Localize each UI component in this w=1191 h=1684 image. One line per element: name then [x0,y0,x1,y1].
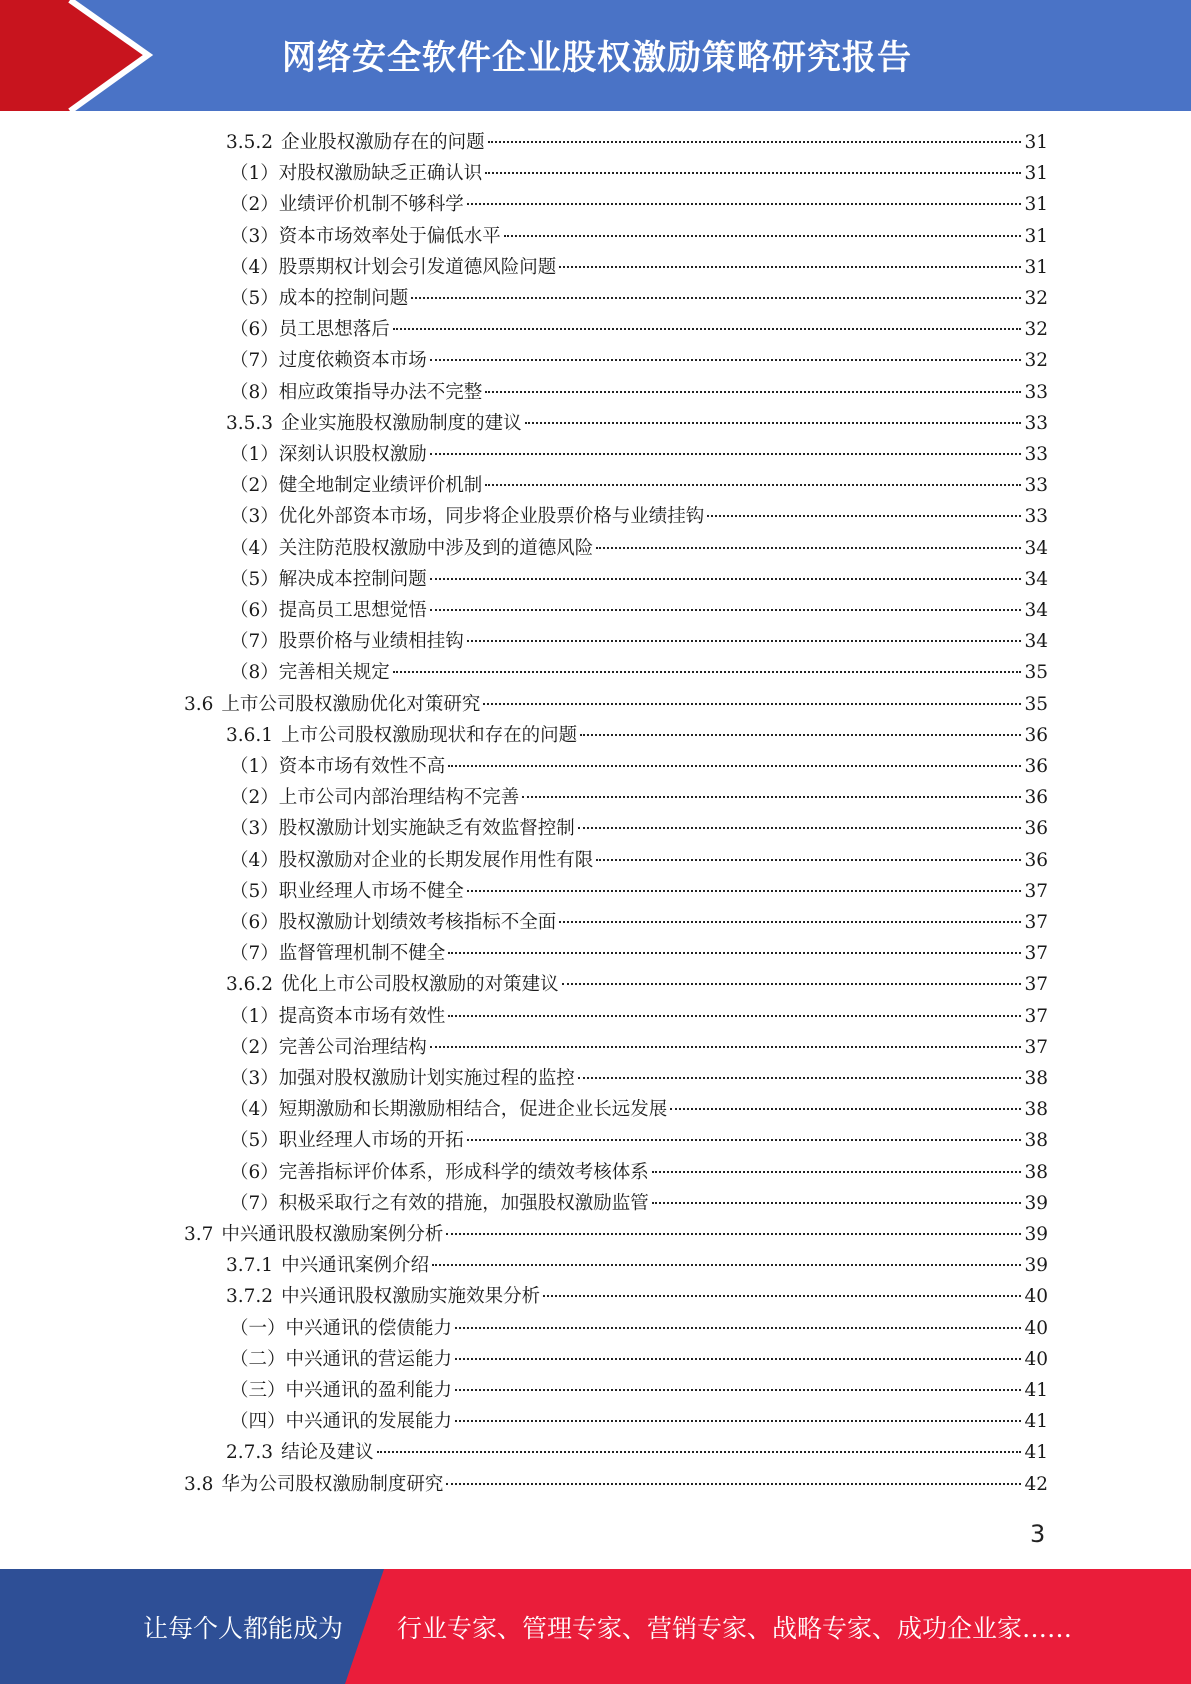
toc-entry-page: 33 [1024,475,1048,497]
toc-entry[interactable] [230,751,1048,782]
toc-entry-number: 3.6.2 [226,974,274,996]
toc-entry-number: （2） [230,475,279,497]
toc-entry[interactable] [230,626,1048,657]
toc-entry[interactable] [230,252,1048,283]
toc-entry-title: 中兴通讯案例介绍 [281,1255,430,1277]
toc-leader-dots [543,1295,1021,1297]
toc-entry[interactable] [230,845,1048,876]
toc-entry-number: （8） [230,381,279,403]
toc-leader-dots [430,578,1022,580]
toc-entry-page: 36 [1024,818,1048,840]
toc-entry-number: （8） [230,662,279,684]
toc-entry-number: （3） [230,1068,279,1089]
toc-entry[interactable] [226,969,1048,1000]
toc-entry[interactable] [230,813,1048,844]
toc-entry-number: （四） [230,1411,286,1433]
toc-entry-page: 37 [1024,943,1048,965]
toc-entry[interactable] [230,1188,1048,1219]
toc-entry-number: （4） [230,1099,279,1121]
toc-entry[interactable] [230,533,1048,564]
toc-entry[interactable] [226,1281,1048,1312]
toc-leader-dots [578,827,1022,829]
toc-leader-dots [504,235,1022,237]
toc-leader-dots [559,266,1021,268]
toc-entry-title: 优化上市公司股权激励的对策建议 [281,974,559,996]
toc-entry-page: 38 [1024,1099,1048,1121]
toc-entry-page: 34 [1024,537,1048,559]
toc-entry[interactable] [184,689,1048,720]
toc-entry-title: 股票价格与业绩相挂钩 [278,631,464,653]
toc-entry-page: 38 [1024,1130,1048,1152]
toc-entry[interactable] [230,314,1048,345]
toc-entry-number: （4） [230,256,279,278]
toc-entry-number: （2） [230,1036,279,1058]
toc-entry-number: 3.8 [184,1473,214,1495]
toc-entry[interactable] [230,1375,1048,1406]
toc-entry[interactable] [230,158,1048,189]
toc-leader-dots [446,1483,1021,1485]
toc-entry-page: 31 [1024,132,1048,153]
toc-entry-title: 中兴通讯股权激励实施效果分析 [281,1286,541,1308]
toc-entry-title: 中兴通讯的发展能力 [285,1411,453,1433]
toc-entry-page: 32 [1024,319,1048,341]
toc-entry-title: 深刻认识股权激励 [278,444,427,465]
toc-entry-title: 企业实施股权激励制度的建议 [281,412,522,434]
toc-entry[interactable] [230,1157,1048,1188]
toc-entry-page: 31 [1024,194,1048,216]
toc-leader-dots [559,921,1021,923]
toc-entry-title: 中兴通讯的盈利能力 [285,1380,453,1401]
toc-entry-page: 37 [1024,880,1048,902]
toc-leader-dots [393,328,1022,330]
toc-entry-number: （5） [230,880,279,902]
toc-entry-title: 完善公司治理结构 [278,1036,427,1058]
toc-entry-page: 41 [1024,1411,1048,1433]
toc-entry-page: 39 [1024,1224,1048,1245]
toc-entry[interactable] [230,1094,1048,1125]
toc-leader-dots [393,671,1022,673]
toc-entry-number: （3） [230,818,279,840]
toc-entry-page: 37 [1024,1036,1048,1058]
toc-entry[interactable] [230,189,1048,220]
toc-entry-title: 员工思想落后 [278,319,390,341]
toc-entry-page: 31 [1024,256,1048,278]
toc-entry[interactable] [230,1063,1048,1094]
toc-entry-number: （7） [230,1192,279,1214]
toc-entry-number: 3.7.1 [226,1255,274,1277]
toc-leader-dots [430,1046,1022,1048]
toc-entry-page: 33 [1024,412,1048,434]
toc-entry[interactable] [230,907,1048,938]
toc-entry-title: 资本市场效率处于偏低水平 [278,225,501,247]
footer-slogan-right: 行业专家、管理专家、营销专家、战略专家、成功企业家…… [397,1614,1073,1643]
toc-entry-page: 34 [1024,631,1048,653]
toc-entry[interactable] [230,439,1048,470]
toc-entry-title: 职业经理人市场的开拓 [278,1130,464,1152]
toc-entry[interactable] [230,501,1048,532]
toc-leader-dots [455,1420,1021,1422]
toc-leader-dots [446,1233,1021,1235]
toc-entry-page: 41 [1024,1380,1048,1401]
toc-entry[interactable] [230,470,1048,501]
toc-entry-number: （1） [230,756,279,777]
toc-entry[interactable] [226,1437,1048,1468]
toc-entry-title: 业绩评价机制不够科学 [278,194,464,216]
toc-entry-page: 36 [1024,787,1048,809]
toc-leader-dots [455,1358,1021,1360]
toc-entry-title: 解决成本控制问题 [278,568,427,590]
toc-leader-dots [483,703,1021,705]
toc-entry-page: 38 [1024,1068,1048,1089]
toc-entry-title: 监督管理机制不健全 [278,943,446,965]
toc-entry[interactable] [230,1032,1048,1063]
toc-leader-dots [448,765,1021,767]
toc-entry[interactable] [230,221,1048,252]
toc-entry-title: 优化外部资本市场，同步将企业股票价格与业绩挂钩 [278,506,705,528]
toc-entry-page: 32 [1024,350,1048,372]
toc-leader-dots [455,1389,1021,1391]
toc-entry[interactable] [226,408,1048,439]
toc-entry-title: 资本市场有效性不高 [278,756,446,777]
toc-entry-title: 完善指标评价体系，形成科学的绩效考核体系 [278,1161,649,1183]
page-header [0,0,1191,111]
toc-entry-title: 股权激励对企业的长期发展作用性有限 [278,849,594,871]
toc-entry-number: 3.7.2 [226,1286,274,1308]
toc-leader-dots [562,983,1022,985]
toc-entry[interactable] [230,283,1048,314]
toc-entry-title: 中兴通讯股权激励案例分析 [221,1224,444,1245]
toc-entry-title: 结论及建议 [281,1442,374,1464]
toc-entry-title: 中兴通讯的偿债能力 [285,1317,453,1339]
toc-leader-dots [652,1171,1022,1173]
toc-leader-dots [430,609,1022,611]
toc-leader-dots [596,859,1021,861]
toc-entry-number: （5） [230,288,279,309]
toc-entry-page: 36 [1024,724,1048,746]
toc-entry[interactable] [230,1313,1048,1344]
toc-entry-number: （4） [230,849,279,871]
toc-entry-page: 31 [1024,225,1048,247]
toc-entry-number: （6） [230,912,279,933]
toc-leader-dots [596,547,1021,549]
toc-leader-dots [580,734,1021,736]
toc-entry-title: 对股权激励缺乏正确认识 [278,163,483,185]
toc-entry-title: 股票期权计划会引发道德风险问题 [278,256,557,278]
toc-entry[interactable] [230,345,1048,376]
toc-entry-page: 35 [1024,662,1048,684]
toc-entry-number: （6） [230,319,279,341]
toc-entry-number: （4） [230,537,279,559]
toc-leader-dots [377,1451,1022,1453]
toc-entry-number: （7） [230,943,279,965]
toc-entry[interactable] [230,938,1048,969]
toc-entry-title: 成本的控制问题 [278,288,409,309]
toc-leader-dots [448,1015,1021,1017]
toc-entry[interactable] [230,377,1048,408]
toc-entry[interactable] [230,876,1048,907]
toc-entry-title: 职业经理人市场不健全 [278,880,464,902]
page-number: 3 [1030,1520,1046,1548]
toc-entry-title: 健全地制定业绩评价机制 [278,475,483,497]
toc-entry[interactable] [230,564,1048,595]
toc-leader-dots [430,453,1022,455]
toc-entry-page: 37 [1024,912,1048,933]
toc-entry-page: 33 [1024,444,1048,465]
toc-entry-page: 34 [1024,568,1048,590]
toc-entry-number: （6） [230,600,279,621]
toc-entry-number: （6） [230,1161,279,1183]
footer-slogan-left: 让每个人都能成为 [143,1614,344,1643]
toc-entry-page: 36 [1024,849,1048,871]
toc-leader-dots [432,1264,1021,1266]
toc-entry-title: 关注防范股权激励中涉及到的道德风险 [278,537,594,559]
toc-entry-number: 2.7.3 [226,1442,274,1464]
toc-entry-page: 40 [1024,1317,1048,1339]
toc-entry-number: 3.6 [184,693,214,715]
toc-leader-dots [430,359,1022,361]
toc-entry[interactable] [230,1125,1048,1156]
toc-leader-dots [448,952,1021,954]
toc-leader-dots [652,1202,1022,1204]
toc-entry-number: （2） [230,787,279,809]
toc-entry-title: 股权激励计划绩效考核指标不全面 [278,912,557,933]
toc-entry-title: 上市公司股权激励优化对策研究 [221,693,481,715]
toc-entry-number: （3） [230,506,279,528]
toc-entry-page: 39 [1024,1255,1048,1277]
toc-entry-number: （三） [230,1380,286,1401]
page-footer [0,1569,1191,1684]
toc-entry-page: 36 [1024,756,1048,777]
toc-entry-title: 上市公司股权激励现状和存在的问题 [281,724,578,746]
toc-leader-dots [411,297,1021,299]
toc-leader-dots [525,422,1022,424]
toc-entry-page: 37 [1024,1005,1048,1027]
toc-entry-page: 33 [1024,506,1048,528]
toc-entry[interactable] [226,720,1048,751]
toc-entry-title: 积极采取行之有效的措施，加强股权激励监管 [278,1192,649,1214]
toc-entry-number: （7） [230,350,279,372]
toc-entry-number: （1） [230,444,279,465]
toc-leader-dots [485,391,1021,393]
toc-leader-dots [707,515,1021,517]
toc-entry-page: 35 [1024,693,1048,715]
toc-entry-title: 华为公司股权激励制度研究 [221,1473,444,1495]
toc-entry-page: 42 [1024,1473,1048,1495]
toc-entry-title: 相应政策指导办法不完整 [278,381,483,403]
toc-entry-page: 41 [1024,1442,1048,1464]
document-title: 网络安全软件企业股权激励策略研究报告 [282,38,912,78]
toc-leader-dots [485,172,1021,174]
toc-entry-number: （1） [230,1005,279,1027]
toc-leader-dots [522,796,1021,798]
toc-entry-page: 38 [1024,1161,1048,1183]
toc-leader-dots [670,1108,1021,1110]
toc-entry-number: （一） [230,1317,286,1339]
toc-entry-title: 股权激励计划实施缺乏有效监督控制 [278,818,575,840]
toc-entry-number: 3.5.3 [226,412,274,434]
toc-entry-title: 短期激励和长期激励相结合，促进企业长远发展 [278,1099,668,1121]
toc-entry-number: （1） [230,163,279,185]
toc-leader-dots [578,1077,1022,1079]
toc-entry[interactable] [230,782,1048,813]
toc-entry-page: 40 [1024,1286,1048,1308]
toc-entry-number: （二） [230,1348,286,1370]
toc-entry-page: 32 [1024,288,1048,309]
toc-entry[interactable] [230,1344,1048,1375]
toc-leader-dots [467,890,1022,892]
toc-entry-number: （7） [230,631,279,653]
toc-entry-title: 过度依赖资本市场 [278,350,427,372]
toc-entry-number: （2） [230,194,279,216]
toc-entry-number: 3.6.1 [226,724,274,746]
toc-entry-number: （5） [230,568,279,590]
toc-entry-page: 33 [1024,381,1048,403]
toc-entry-number: 3.7 [184,1224,214,1245]
toc-leader-dots [467,640,1022,642]
toc-entry-page: 34 [1024,600,1048,621]
toc-leader-dots [485,484,1021,486]
toc-entry-title: 提高资本市场有效性 [278,1005,446,1027]
toc-entry[interactable] [226,1250,1048,1281]
toc-entry-page: 40 [1024,1348,1048,1370]
toc-entry-page: 39 [1024,1192,1048,1214]
toc-entry[interactable] [184,1469,1048,1500]
toc-leader-dots [467,1139,1022,1141]
toc-entry-title: 企业股权激励存在的问题 [281,132,485,153]
toc-entry-title: 加强对股权激励计划实施过程的监控 [278,1068,575,1089]
toc-entry[interactable] [226,127,1048,158]
toc-entry[interactable] [230,595,1048,626]
toc-entry[interactable] [184,1219,1048,1250]
toc-leader-dots [455,1327,1021,1329]
toc-entry[interactable] [230,657,1048,688]
toc-entry-title: 中兴通讯的营运能力 [285,1348,453,1370]
toc-entry-title: 提高员工思想觉悟 [278,600,427,621]
toc-entry[interactable] [230,1001,1048,1032]
toc-entry-title: 完善相关规定 [278,662,390,684]
toc-entry-number: 3.5.2 [226,132,274,153]
toc-entry-number: （5） [230,1130,279,1152]
toc-entry-page: 37 [1024,974,1048,996]
toc-leader-dots [467,203,1022,205]
toc-leader-dots [488,141,1022,143]
toc-entry-number: （3） [230,225,279,247]
toc-entry[interactable] [230,1406,1048,1437]
toc-entry-title: 上市公司内部治理结构不完善 [278,787,520,809]
toc-entry-page: 31 [1024,163,1048,185]
